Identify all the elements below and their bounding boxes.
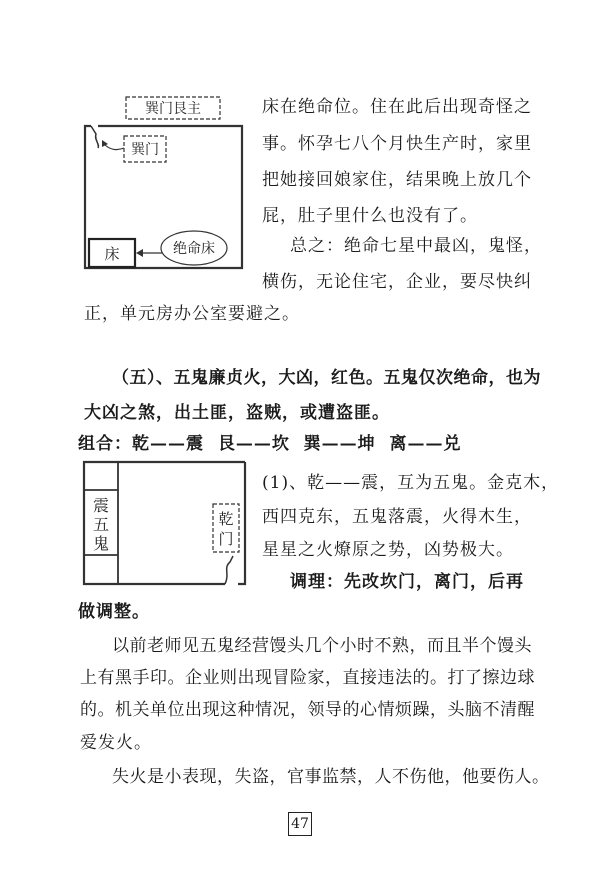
remedy-line-1: 调理：先改坎门，离门，后再 [290, 572, 524, 592]
para2-line-1: (1)、乾——震，互为五鬼。金克木， [262, 473, 560, 493]
bubble-label: 绝命床 [173, 241, 215, 257]
para3-line-4: 爱发火。 [80, 733, 152, 753]
para1-line-2: 事。怀孕七八个月快生产时，家里 [262, 134, 532, 154]
para1-line-3: 把她接回娘家住，结果晚上放几个 [262, 170, 532, 190]
label-xunmen-genzhu: 巽门艮主 [145, 101, 201, 117]
zhen-label-3: 鬼 [92, 534, 110, 553]
section5-line-2: 大凶之煞，出土匪，盗贼，或遭盗匪。 [84, 403, 390, 423]
para2-line-3: 星星之火燎原之势，凶势极大。 [262, 540, 514, 560]
summary-line-2: 横伤，无论住宅，企业，要尽快纠 [262, 272, 532, 292]
para4-line-1: 失火是小表现，失盗，官事监禁，人不伤他，他要伤人。 [112, 767, 550, 787]
section5-line-1: （五）、五鬼廉贞火，大凶，红色。五鬼仅次绝命，也为 [112, 368, 541, 388]
door-arrow [104, 144, 124, 150]
para3-line-3: 的。机关单位出现这种情况，领导的心情烦躁，头脑不清醒 [80, 700, 535, 720]
para3-line-1: 以前老师见五鬼经营馒头几个小时不熟，而且半个馒头 [112, 636, 532, 656]
para3-line-2: 上有黑手印。企业则出现冒险家，直接违法的。打了擦边球 [80, 668, 535, 688]
para1-line-4: 屁，肚子里什么也没有了。 [262, 206, 478, 226]
remedy-line-2: 做调整。 [78, 602, 150, 622]
page-number: 47 [288, 812, 312, 836]
combination-line: 组合：乾——震 艮——坎 巽——坤 离——兑 [78, 434, 462, 454]
door-label: 巽门 [131, 142, 159, 158]
bubble-arrowhead [136, 249, 143, 257]
summary-line-1: 总之：绝命七星中最凶，鬼怪， [290, 236, 542, 256]
para2-line-2: 西四克东，五鬼落震，火得木生， [262, 507, 532, 527]
qian-door-label-1: 乾 [218, 510, 234, 528]
door-swing-2 [225, 556, 233, 584]
floor-plan-figure-2 [80, 460, 250, 590]
zhen-label-2: 五 [92, 515, 110, 534]
door-swing [91, 126, 98, 148]
floor-plan-figure-1 [80, 96, 250, 276]
summary-line-3: 正，单元房办公室要避之。 [84, 304, 300, 324]
zhen-label-1: 震 [92, 496, 110, 515]
para1-line-1: 床在绝命位。住在此后出现奇怪之 [262, 97, 532, 117]
bed-label: 床 [104, 245, 120, 263]
qian-door-label-2: 门 [218, 530, 234, 548]
